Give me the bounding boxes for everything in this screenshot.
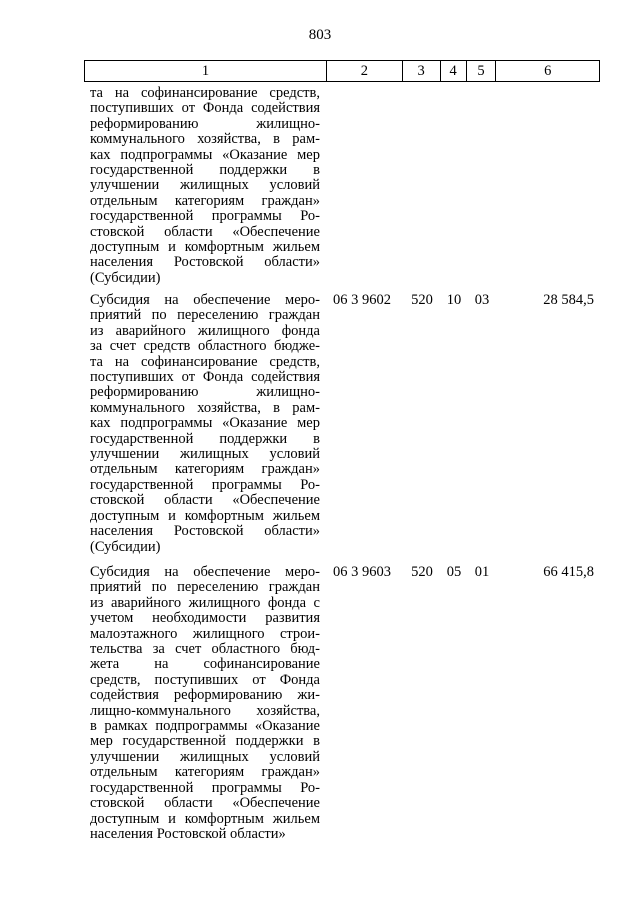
description-line: населения Ростовской области» (90, 254, 320, 271)
target-article-cell: 06 3 9603 (333, 564, 391, 580)
description-line: та на софинансирование средств, (90, 353, 320, 370)
column-header-6: 6 (544, 62, 552, 79)
description-line: Субсидия на обеспечение меро- (90, 292, 320, 308)
description-line: жета на софинансирование (90, 656, 320, 673)
description-line: улучшении жилищных условий (90, 748, 320, 765)
description-line: тельства за счет областного бюд- (90, 641, 320, 658)
page-number: 803 (308, 27, 332, 43)
description-line: содействия реформированию жи- (90, 687, 320, 704)
description-line: государственной программы Ро- (90, 208, 320, 225)
description-line: учетом необходимости развития (90, 610, 320, 627)
subsection-cell: 03 (474, 292, 490, 308)
description-line: поступивших от Фонда содействия (90, 369, 320, 386)
description-line: государственной программы Ро- (90, 476, 320, 493)
description-line: (Субсидии) (90, 538, 161, 555)
description-line: приятий по переселению граждан (90, 307, 320, 324)
description-line: стовской области «Обеспечение (90, 223, 320, 240)
description-line: населения Ростовской области» (90, 825, 286, 842)
description-line: государственной поддержки в (90, 430, 320, 447)
description-line: коммунального хозяйства, в рам- (90, 399, 320, 416)
description-line: стовской области «Обеспечение (90, 795, 320, 812)
description-line: реформированию жилищно- (90, 115, 320, 132)
row-description (90, 86, 320, 286)
description-line: отдельным категориям граждан» (90, 764, 320, 781)
description-line: малоэтажного жилищного строи- (90, 625, 320, 642)
column-header-1: 1 (85, 61, 327, 81)
description-line: за счет средств областного бюдже- (90, 338, 320, 355)
description-line: улучшении жилищных условий (90, 177, 320, 194)
description-line: ках подпрограммы «Оказание мер (90, 146, 320, 163)
description-line: отдельным категориям граждан» (90, 192, 320, 209)
table-header-row (84, 60, 600, 82)
description-line: лищно-коммунального хозяйства, (90, 702, 320, 719)
column-header-2: 2 (327, 61, 403, 81)
description-line: коммунального хозяйства, в рам- (90, 131, 320, 148)
expense-type-cell: 520 (411, 564, 433, 580)
description-line: доступным и комфортным жильем (90, 507, 320, 524)
description-line: доступным и комфортным жильем (90, 239, 320, 256)
description-line: (Субсидии) (90, 269, 161, 286)
description-line: ках подпрограммы «Оказание мер (90, 415, 320, 432)
description-line: поступивших от Фонда содействия (90, 100, 320, 117)
description-line: доступным и комфортным жильем (90, 810, 320, 827)
row-description (90, 565, 320, 842)
description-line: реформированию жилищно- (90, 384, 320, 401)
description-line: мер государственной поддержки в (90, 733, 320, 750)
description-line: стовской области «Обеспечение (90, 492, 320, 509)
expense-type-cell: 520 (411, 292, 433, 308)
column-header-4: 4 (441, 61, 467, 81)
description-line: из аварийного жилищного фонда с (90, 594, 320, 611)
description-line: в рамках подпрограммы «Оказание (90, 718, 320, 735)
subsection-cell: 01 (474, 564, 490, 580)
row-description (90, 293, 320, 555)
description-line: средств, поступивших от Фонда (90, 671, 320, 688)
column-header-3: 3 (403, 61, 441, 81)
description-line: государственной поддержки в (90, 162, 320, 179)
description-line: приятий по переселению граждан (90, 579, 320, 596)
section-cell: 10 (446, 292, 462, 308)
section-cell: 05 (446, 564, 462, 580)
description-line: из аварийного жилищного фонда (90, 322, 320, 339)
description-line: та на софинансирование средств, (90, 85, 320, 101)
target-article-cell: 06 3 9602 (333, 292, 391, 308)
column-header-5: 5 (467, 61, 497, 81)
amount-cell: 66 415,8 (543, 564, 594, 580)
description-line: Субсидия на обеспечение меро- (90, 564, 320, 580)
description-line: отдельным категориям граждан» (90, 461, 320, 478)
amount-cell: 28 584,5 (543, 292, 594, 308)
description-line: населения Ростовской области» (90, 523, 320, 540)
description-line: государственной программы Ро- (90, 779, 320, 796)
description-line: улучшении жилищных условий (90, 446, 320, 463)
